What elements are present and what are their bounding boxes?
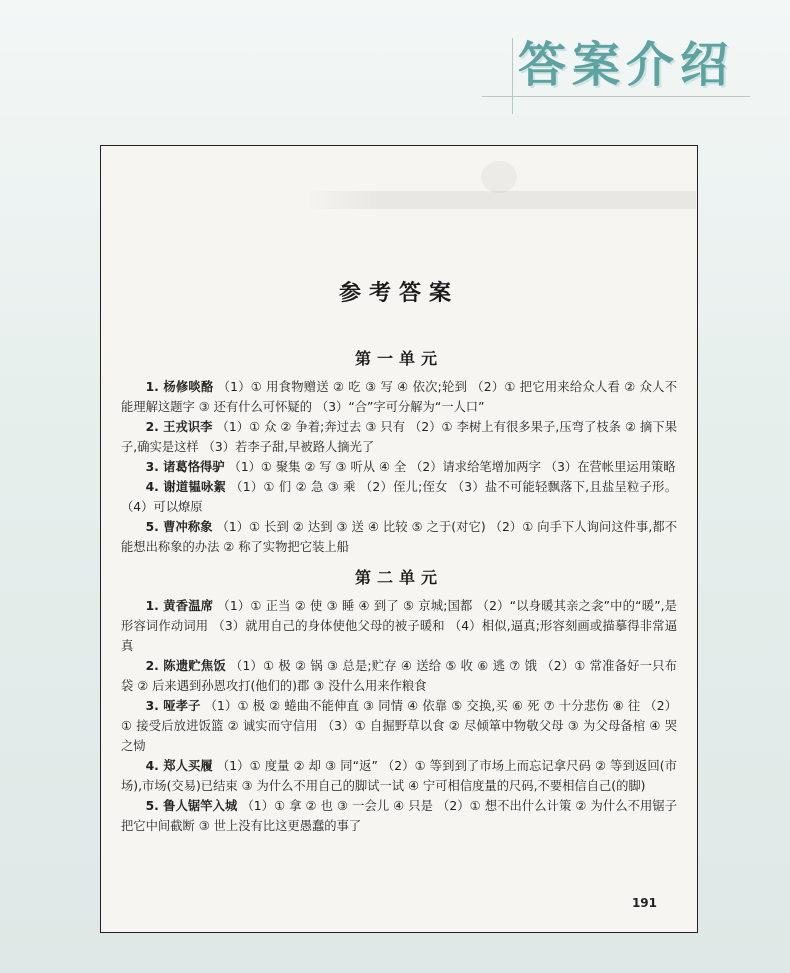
answer-item-text: （1）① 拿 ② 也 ③ 一会儿 ④ 只是 （2）① 想不出什么计策 ② 为什么不用锯子把它中间截断 ③ 世上没有比这更愚蠢的事了: [121, 799, 677, 833]
header-title: 答案介绍: [518, 37, 735, 93]
answer-item-head: 2. 王戎识李: [145, 420, 213, 434]
answer-item-head: 3. 哑孝子: [145, 699, 201, 713]
answer-item: [121, 696, 677, 756]
answer-item-head: 1. 黄香温席: [145, 599, 214, 613]
answer-item: [121, 596, 677, 656]
divider-horizontal: [482, 96, 750, 97]
answer-item: [121, 377, 677, 417]
scanned-page: [100, 145, 698, 933]
answer-item-head: 2. 陈遗贮焦饭: [145, 659, 226, 673]
unit-title: 第二单元: [354, 568, 443, 587]
answer-item: [121, 457, 677, 477]
answer-item-text: （1）① 众 ② 争着;奔过去 ③ 只有 （2）① 李树上有很多果子,压弯了枝条 ② 摘下果子,确实是这样 （3）若李子甜,早被路人摘光了: [121, 420, 678, 454]
answer-item-text: （1）① 极 ② 蜷曲不能伸直 ③ 同情 ④ 依靠 ⑤ 交换,买 ⑥ 死 ⑦ 十分悲伤 ⑧ 往 （2）① 接受后放进饭篮 ② 诚实而守信用 （3）① 自掘野草以食 ② 尽倾箪中物敬父母 ③ 为父母备棺 ④ 哭之恸: [121, 699, 678, 753]
answer-item: [121, 517, 677, 557]
unit-1: [121, 346, 677, 557]
answer-item-text: （1）① 聚集 ② 写 ③ 听从 ④ 全 （2）请求给笔增加两字 （3）在营帐里运用策略: [228, 460, 676, 474]
answer-item-head: 5. 鲁人锯竿入城: [145, 799, 238, 813]
answer-item-text: （1）① 用食物赠送 ② 吃 ③ 写 ④ 依次;轮到 （2）① 把它用来给众人看 ② 众人不能理解这题字 ③ 还有什么可怀疑的 （3）“合”字可分解为“一人口”: [121, 380, 677, 414]
answer-item-text: （1）① 度量 ② 却 ③ 同“返” （2）① 等到到了市场上而忘记拿尺码 ② 等到返回(市场),市场(交易)已结束 ③ 为什么不用自己的脚试一试 ④ 宁可相信度量的尺码,不要相信自己(的脚): [121, 759, 677, 793]
unit-2: [121, 565, 677, 836]
answer-item: [121, 796, 677, 836]
page-number: 191: [631, 896, 657, 910]
answer-item: [121, 656, 677, 696]
answer-item-text: （1）① 正当 ② 使 ③ 睡 ④ 到了 ⑤ 京城;国都 （2）“以身暖其亲之衾”中的“暖”,是形容词作动词用 （3）就用自己的身体使他父母的被子暖和 （4）相似,逼真;形容刻画或描摹得非常逼真: [121, 599, 677, 653]
answer-item: [121, 417, 677, 457]
answer-item-text: （1）① 极 ② 锅 ③ 总是;贮存 ④ 送给 ⑤ 收 ⑥ 逃 ⑦ 饿 （2）① 常准备好一只布袋 ② 后来遇到孙恩攻打(他们的)郡 ③ 没什么用来作粮食: [121, 659, 677, 693]
answer-content: [121, 338, 677, 836]
answer-item-head: 1. 杨修啖酪: [145, 380, 214, 394]
answer-item-head: 4. 谢道韫咏絮: [145, 480, 227, 494]
bleed-through-mark: [481, 161, 517, 193]
answer-item-head: 3. 诸葛恪得驴: [145, 460, 225, 474]
bleed-through-band: [301, 191, 696, 209]
answer-item-head: 4. 郑人买履: [145, 759, 213, 773]
divider-vertical: [512, 38, 513, 114]
answer-item-text: （1）① 长到 ② 达到 ③ 送 ④ 比较 ⑤ 之于(对它) （2）① 向手下人询问这件事,都不能想出称象的办法 ② 称了实物把它装上船: [121, 520, 677, 554]
answer-item-head: 5. 曹冲称象: [145, 520, 213, 534]
page-heading: 参考答案: [338, 281, 459, 306]
answer-item-text: （1）① 们 ② 急 ③ 乘 （2）侄儿;侄女 （3）盐不可能轻飘落下,且盐呈粒子形。 （4）可以燎原: [121, 480, 677, 514]
answer-item: [121, 756, 677, 796]
unit-title: 第一单元: [354, 349, 443, 368]
answer-item: [121, 477, 677, 517]
